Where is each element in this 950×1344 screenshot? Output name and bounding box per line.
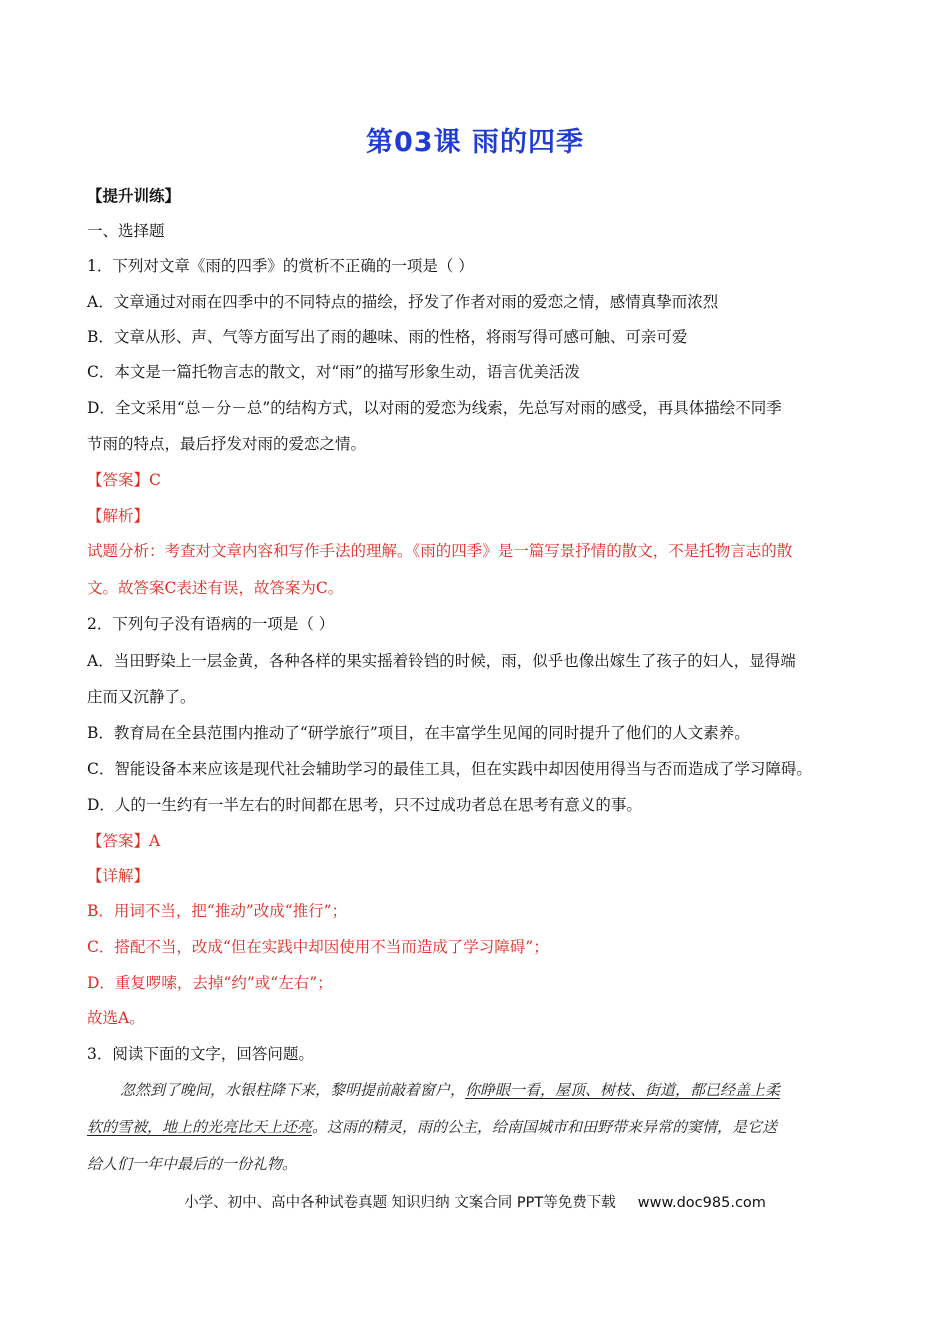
q2-detail-label: 【详解】 <box>87 867 150 885</box>
q3-passage-text: 。这雨的精灵，雨的公主，给南国城市和田野带来异常的窦情，是它送 <box>312 1118 778 1136</box>
q2-option-d: D．人的一生约有一半左右的时间都在思考，只不过成功者总在思考有意义的事。 <box>87 796 642 814</box>
page-title: 第03课 雨的四季 <box>366 127 584 158</box>
q1-analysis-line2: 文。故答案C表述有误，故答案为C。 <box>87 579 344 597</box>
q3-underlined-sentence-cont: 软的雪被，地上的光亮比天上还亮 <box>87 1118 313 1136</box>
q3-passage-text: 忽然到了晚间，水银柱降下来，黎明提前敲着窗户， <box>120 1081 466 1099</box>
q1-option-d-line1: D．全文采用“总－分－总”的结构方式，以对雨的爱恋为线索，先总写对雨的感受，再具体描绘不同季 <box>87 399 782 417</box>
q1-analysis-label: 【解析】 <box>87 507 150 525</box>
q2-option-b: B．教育局在全县范围内推动了“研学旅行”项目，在丰富学生见闻的同时提升了他们的人文素养。 <box>87 724 750 742</box>
q1-stem: 1．下列对文章《雨的四季》的赏析不正确的一项是（ ） <box>87 257 474 275</box>
page-footer <box>0 1191 950 1212</box>
q3-underlined-sentence: 你睁眼一看，屋顶、树枝、街道，都已经盖上柔 <box>465 1081 781 1099</box>
footer-website-link[interactable]: www.doc985.com <box>637 1195 766 1211</box>
q3-passage-line3: 给人们一年中最后的一份礼物。 <box>87 1155 298 1173</box>
q1-option-d-line2: 节雨的特点，最后抒发对雨的爱恋之情。 <box>87 435 367 453</box>
q3-stem: 3．阅读下面的文字，回答问题。 <box>87 1045 314 1063</box>
q1-analysis-line1: 试题分析：考查对文章内容和写作手法的理解。《雨的四季》是一篇写景抒情的散文，不是托物言志的散 <box>87 542 793 560</box>
q2-detail-b: B．用词不当，把“推动”改成“推行”； <box>87 902 348 920</box>
q2-answer: 【答案】A <box>87 832 161 850</box>
q3-passage-line2 <box>87 1117 867 1137</box>
q1-option-b: B．文章从形、声、气等方面写出了雨的趣味、雨的性格，将雨写得可感可触、可亲可爱 <box>87 328 688 346</box>
q2-conclusion: 故选A。 <box>87 1009 145 1027</box>
q2-detail-c: C．搭配不当，改成“但在实践中却因使用不当而造成了学习障碍”； <box>87 938 549 956</box>
q3-passage-line1 <box>87 1080 900 1100</box>
q1-option-a: A．文章通过对雨在四季中的不同特点的描绘，抒发了作者对雨的爱恋之情，感情真挚而浓烈 <box>87 293 719 311</box>
q1-option-c: C．本文是一篇托物言志的散文，对“雨”的描写形象生动，语言优美活泼 <box>87 363 580 381</box>
q1-answer: 【答案】C <box>87 471 161 489</box>
q2-option-c: C．智能设备本来应该是现代社会辅助学习的最佳工具，但在实践中却因使用得当与否而造成了学习障碍。 <box>87 760 812 778</box>
q2-stem: 2．下列句子没有语病的一项是（ ） <box>87 615 335 633</box>
q2-option-a-line2: 庄而又沉静了。 <box>87 688 196 706</box>
q2-detail-d: D．重复啰嗦，去掉“约”或“左右”； <box>87 974 333 992</box>
part-heading: 一、选择题 <box>87 222 165 240</box>
footer-text: 小学、初中、高中各种试卷真题 知识归纳 文案合同 PPT等免费下载 <box>184 1195 616 1211</box>
q2-option-a-line1: A．当田野染上一层金黄，各种各样的果实摇着铃铛的时候，雨，似乎也像出嫁生了孩子的妇人，显得端 <box>87 652 796 670</box>
section-heading: 【提升训练】 <box>87 186 181 205</box>
